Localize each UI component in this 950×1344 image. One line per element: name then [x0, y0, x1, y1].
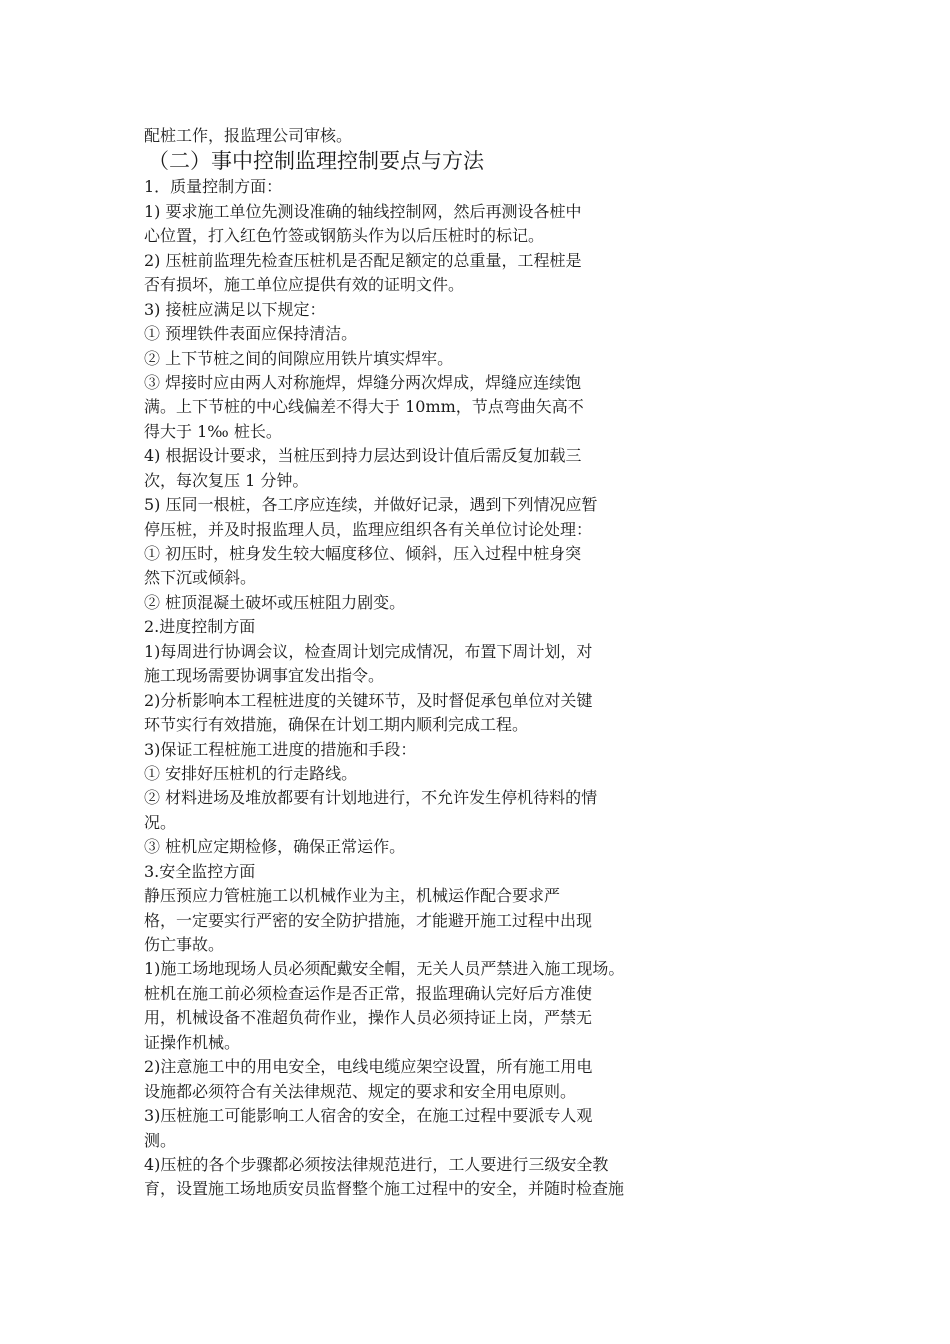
list-item: ② 材料进场及堆放都要有计划地进行，不允许发生停机待料的情 — [144, 788, 598, 808]
paragraph-line: 满。上下节桩的中心线偏差不得大于 10mm，节点弯曲矢高不 — [144, 397, 584, 417]
paragraph-line: 1) 要求施工单位先测设准确的轴线控制网，然后再测设各桩中 — [144, 201, 582, 221]
paragraph-line: 育，设置施工场地质安员监督整个施工过程中的安全，并随时检查施 — [144, 1179, 625, 1199]
paragraph-line: 停压桩，并及时报监理人员，监理应组织各有关单位讨论处理： — [144, 519, 593, 539]
paragraph-line: 2)注意施工中的用电安全，电线电缆应架空设置，所有施工用电 — [144, 1057, 593, 1077]
paragraph-line: 1)施工场地现场人员必须配戴安全帽，无关人员严禁进入施工现场。 — [144, 959, 625, 979]
document-body — [144, 124, 724, 1202]
paragraph-line: 5) 压同一根桩，各工序应连续，并做好记录，遇到下列情况应暂 — [144, 495, 598, 515]
paragraph-line: 2) 压桩前监理先检查压桩机是否配足额定的总重量，工程桩是 — [144, 250, 582, 270]
section-heading: （二）事中控制监理控制要点与方法 — [148, 149, 484, 174]
list-item: ① 初压时，桩身发生较大幅度移位、倾斜，压入过程中桩身突 — [144, 544, 582, 563]
paragraph-line: 3)保证工程桩施工进度的措施和手段： — [144, 739, 417, 759]
list-item: ② 上下节桩之间的间隙应用铁片填实焊牢。 — [144, 348, 454, 368]
paragraph-line: 伤亡事故。 — [144, 935, 225, 954]
paragraph-line: 况。 — [144, 812, 177, 832]
list-item: ① 安排好压桩机的行走路线。 — [144, 763, 358, 783]
list-item: ③ 焊接时应由两人对称施焊，焊缝分两次焊成，焊缝应连续饱 — [144, 372, 582, 392]
list-item: ② 桩顶混凝土破坏或压桩阻力剧变。 — [144, 592, 406, 612]
paragraph-line: 4)压桩的各个步骤都必须按法律规范进行，工人要进行三级安全教 — [144, 1154, 609, 1174]
paragraph-line: 得大于 1‰ 桩长。 — [144, 421, 282, 441]
list-item: ① 预埋铁件表面应保持清洁。 — [144, 324, 358, 344]
paragraph-line: 配桩工作，报监理公司审核。 — [144, 126, 353, 145]
paragraph-line: 桩机在施工前必须检查运作是否正常，报监理确认完好后方准使 — [144, 983, 593, 1003]
paragraph-line: 静压预应力管桩施工以机械作业为主，机械运作配合要求严 — [144, 886, 561, 906]
paragraph-line: 否有损坏，施工单位应提供有效的证明文件。 — [144, 275, 465, 295]
paragraph-line: 3)压桩施工可能影响工人宿舍的安全，在施工过程中要派专人观 — [144, 1106, 593, 1126]
paragraph-line: 设施都必须符合有关法律规范、规定的要求和安全用电原则。 — [144, 1081, 577, 1101]
subsection-heading: 3.安全监控方面 — [144, 861, 256, 881]
paragraph-line: 心位置，打入红色竹签或钢筋头作为以后压桩时的标记。 — [144, 226, 545, 246]
paragraph-line: 然下沉或倾斜。 — [144, 568, 257, 588]
subsection-heading: 1．质量控制方面： — [144, 177, 283, 197]
paragraph-line: 2)分析影响本工程桩进度的关键环节，及时督促承包单位对关键 — [144, 690, 593, 710]
list-item: ③ 桩机应定期检修，确保正常运作。 — [144, 837, 406, 857]
paragraph-line: 测。 — [144, 1130, 177, 1150]
paragraph-line: 用，机械设备不准超负荷作业，操作人员必须持证上岗，严禁无 — [144, 1008, 593, 1028]
paragraph-line: 次，每次复压 1 分钟。 — [144, 470, 309, 490]
paragraph-line: 格，一定要实行严密的安全防护措施，才能避开施工过程中出现 — [144, 910, 593, 930]
subsection-heading: 2.进度控制方面 — [144, 617, 256, 637]
paragraph-line: 证操作机械。 — [144, 1032, 241, 1052]
paragraph-line: 3) 接桩应满足以下规定： — [144, 299, 326, 319]
paragraph-line: 施工现场需要协调事宜发出指令。 — [144, 666, 385, 686]
paragraph-line: 1)每周进行协调会议，检查周计划完成情况，布置下周计划，对 — [144, 641, 593, 661]
paragraph-line: 环节实行有效措施，确保在计划工期内顺利完成工程。 — [144, 715, 529, 735]
paragraph-line: 4) 根据设计要求，当桩压到持力层达到设计值后需反复加载三 — [144, 446, 582, 466]
